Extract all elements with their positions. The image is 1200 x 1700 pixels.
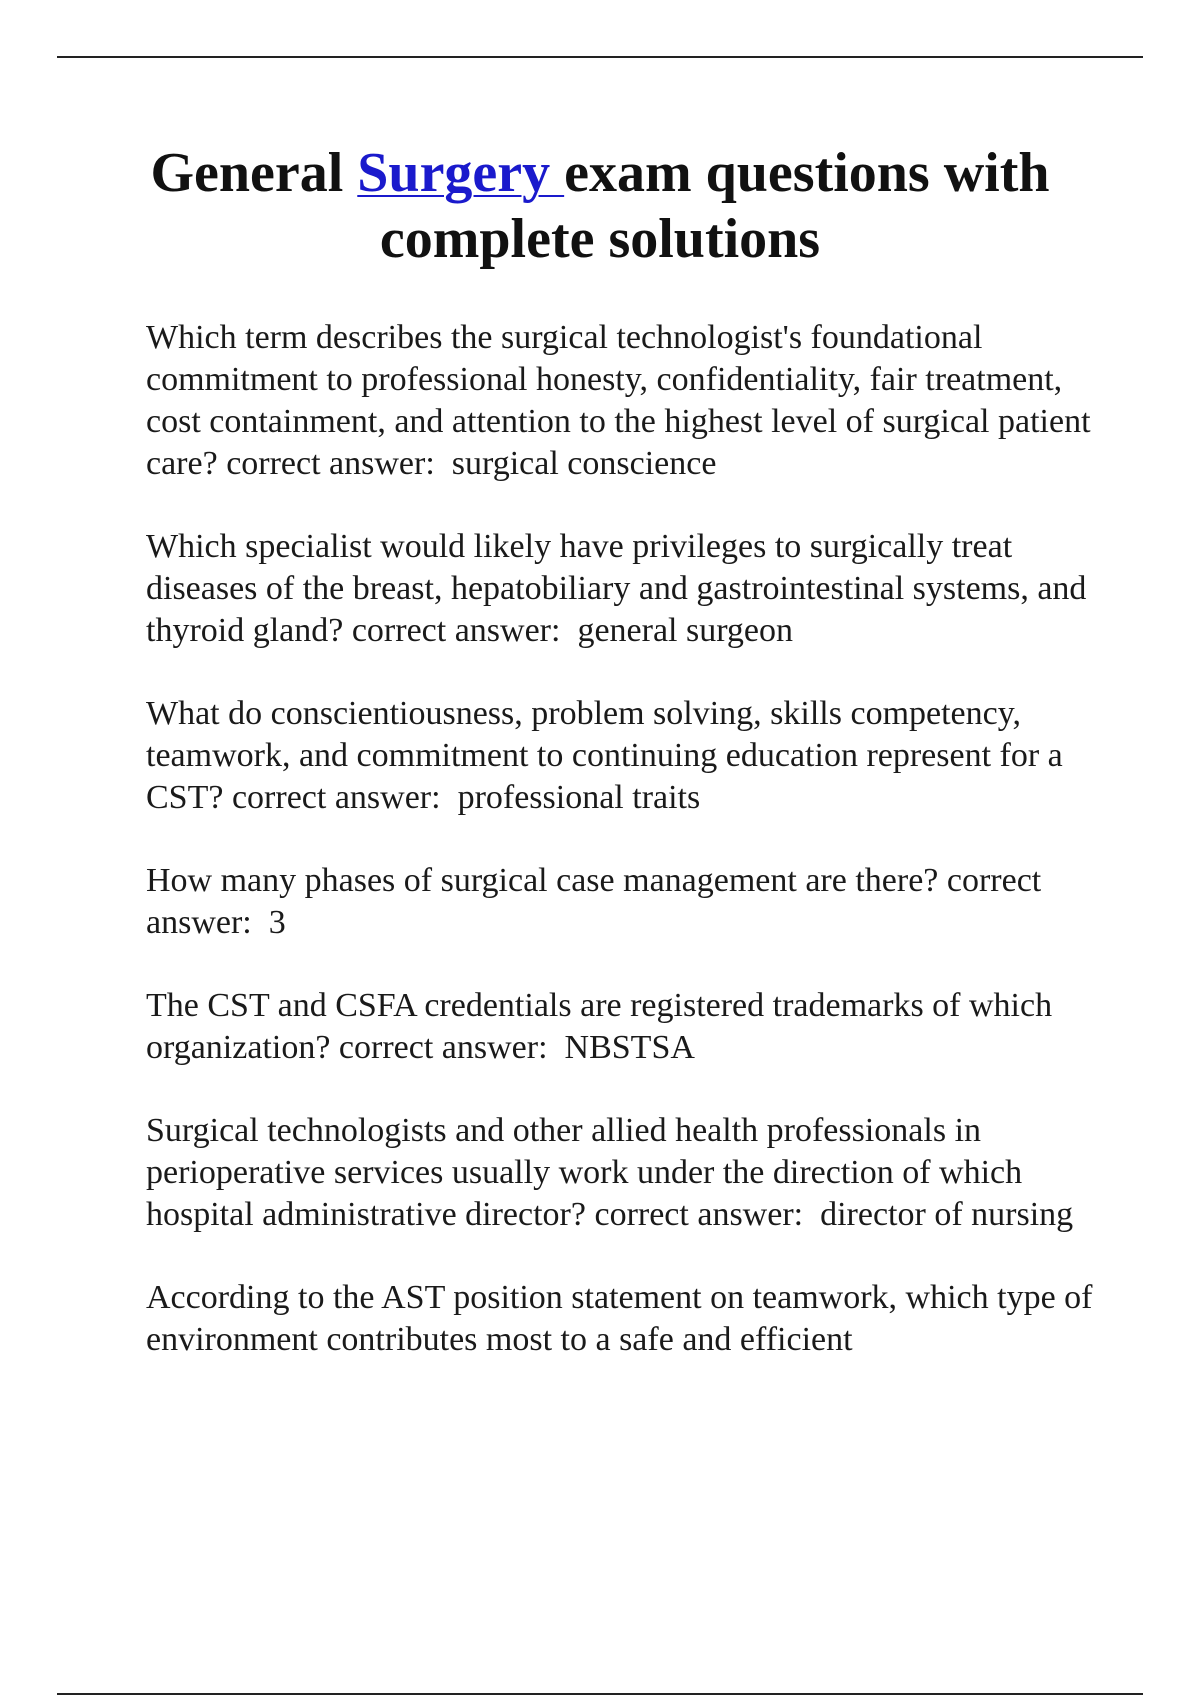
question-text: According to the AST position statement on teamwork, which type of environment contributes most to a safe and efficient bbox=[146, 1279, 1101, 1358]
question-list bbox=[146, 317, 1101, 1402]
qa-item bbox=[146, 526, 1096, 652]
qa-item bbox=[146, 1110, 1096, 1236]
top-rule bbox=[57, 56, 1143, 58]
answer-text: surgical conscience bbox=[451, 445, 717, 482]
title-prefix: General bbox=[150, 142, 358, 204]
bottom-rule bbox=[57, 1693, 1143, 1695]
answer-label: correct answer: bbox=[330, 1029, 565, 1066]
qa-item bbox=[146, 985, 1096, 1069]
answer-label: correct answer: bbox=[217, 445, 452, 482]
answer-text: NBSTSA bbox=[564, 1029, 695, 1066]
surgery-link[interactable]: Surgery bbox=[357, 142, 565, 204]
page-title bbox=[100, 140, 1100, 272]
qa-item bbox=[146, 1277, 1101, 1361]
title-suffix: exam questions with complete solutions bbox=[379, 142, 1050, 270]
qa-item bbox=[146, 317, 1100, 485]
question-text: Which term describes the surgical technologist's foundational commitment to professional honesty, confidentiality, fair treatment, cost containment, and attention to the highest level of surgical patient care? bbox=[146, 319, 1100, 482]
question-text: The CST and CSFA credentials are registered trademarks of which organization? bbox=[146, 987, 1061, 1066]
question-text: Which specialist would likely have privileges to surgically treat diseases of the breast, hepatobiliary and gastrointestinal systems, and thyroid gland? bbox=[146, 528, 1095, 649]
question-text: Surgical technologists and other allied health professionals in perioperative services usually work under the direction of which hospital administrative director? bbox=[146, 1112, 1031, 1233]
answer-label: correct answer: bbox=[223, 779, 458, 816]
answer-text: 3 bbox=[268, 904, 286, 941]
answer-label: correct answer: bbox=[146, 862, 1050, 941]
question-text: What do conscientiousness, problem solving, skills competency, teamwork, and commitment to continuing education represent for a CST? bbox=[146, 695, 1072, 816]
answer-label: correct answer: bbox=[585, 1196, 821, 1233]
qa-item bbox=[146, 860, 1096, 944]
qa-item bbox=[146, 693, 1096, 819]
answer-text: professional traits bbox=[457, 779, 701, 816]
answer-text: general surgeon bbox=[577, 612, 794, 649]
answer-text: director of nursing bbox=[820, 1196, 1074, 1233]
question-text: How many phases of surgical case management are there? bbox=[146, 862, 939, 899]
answer-label: correct answer: bbox=[343, 612, 578, 649]
